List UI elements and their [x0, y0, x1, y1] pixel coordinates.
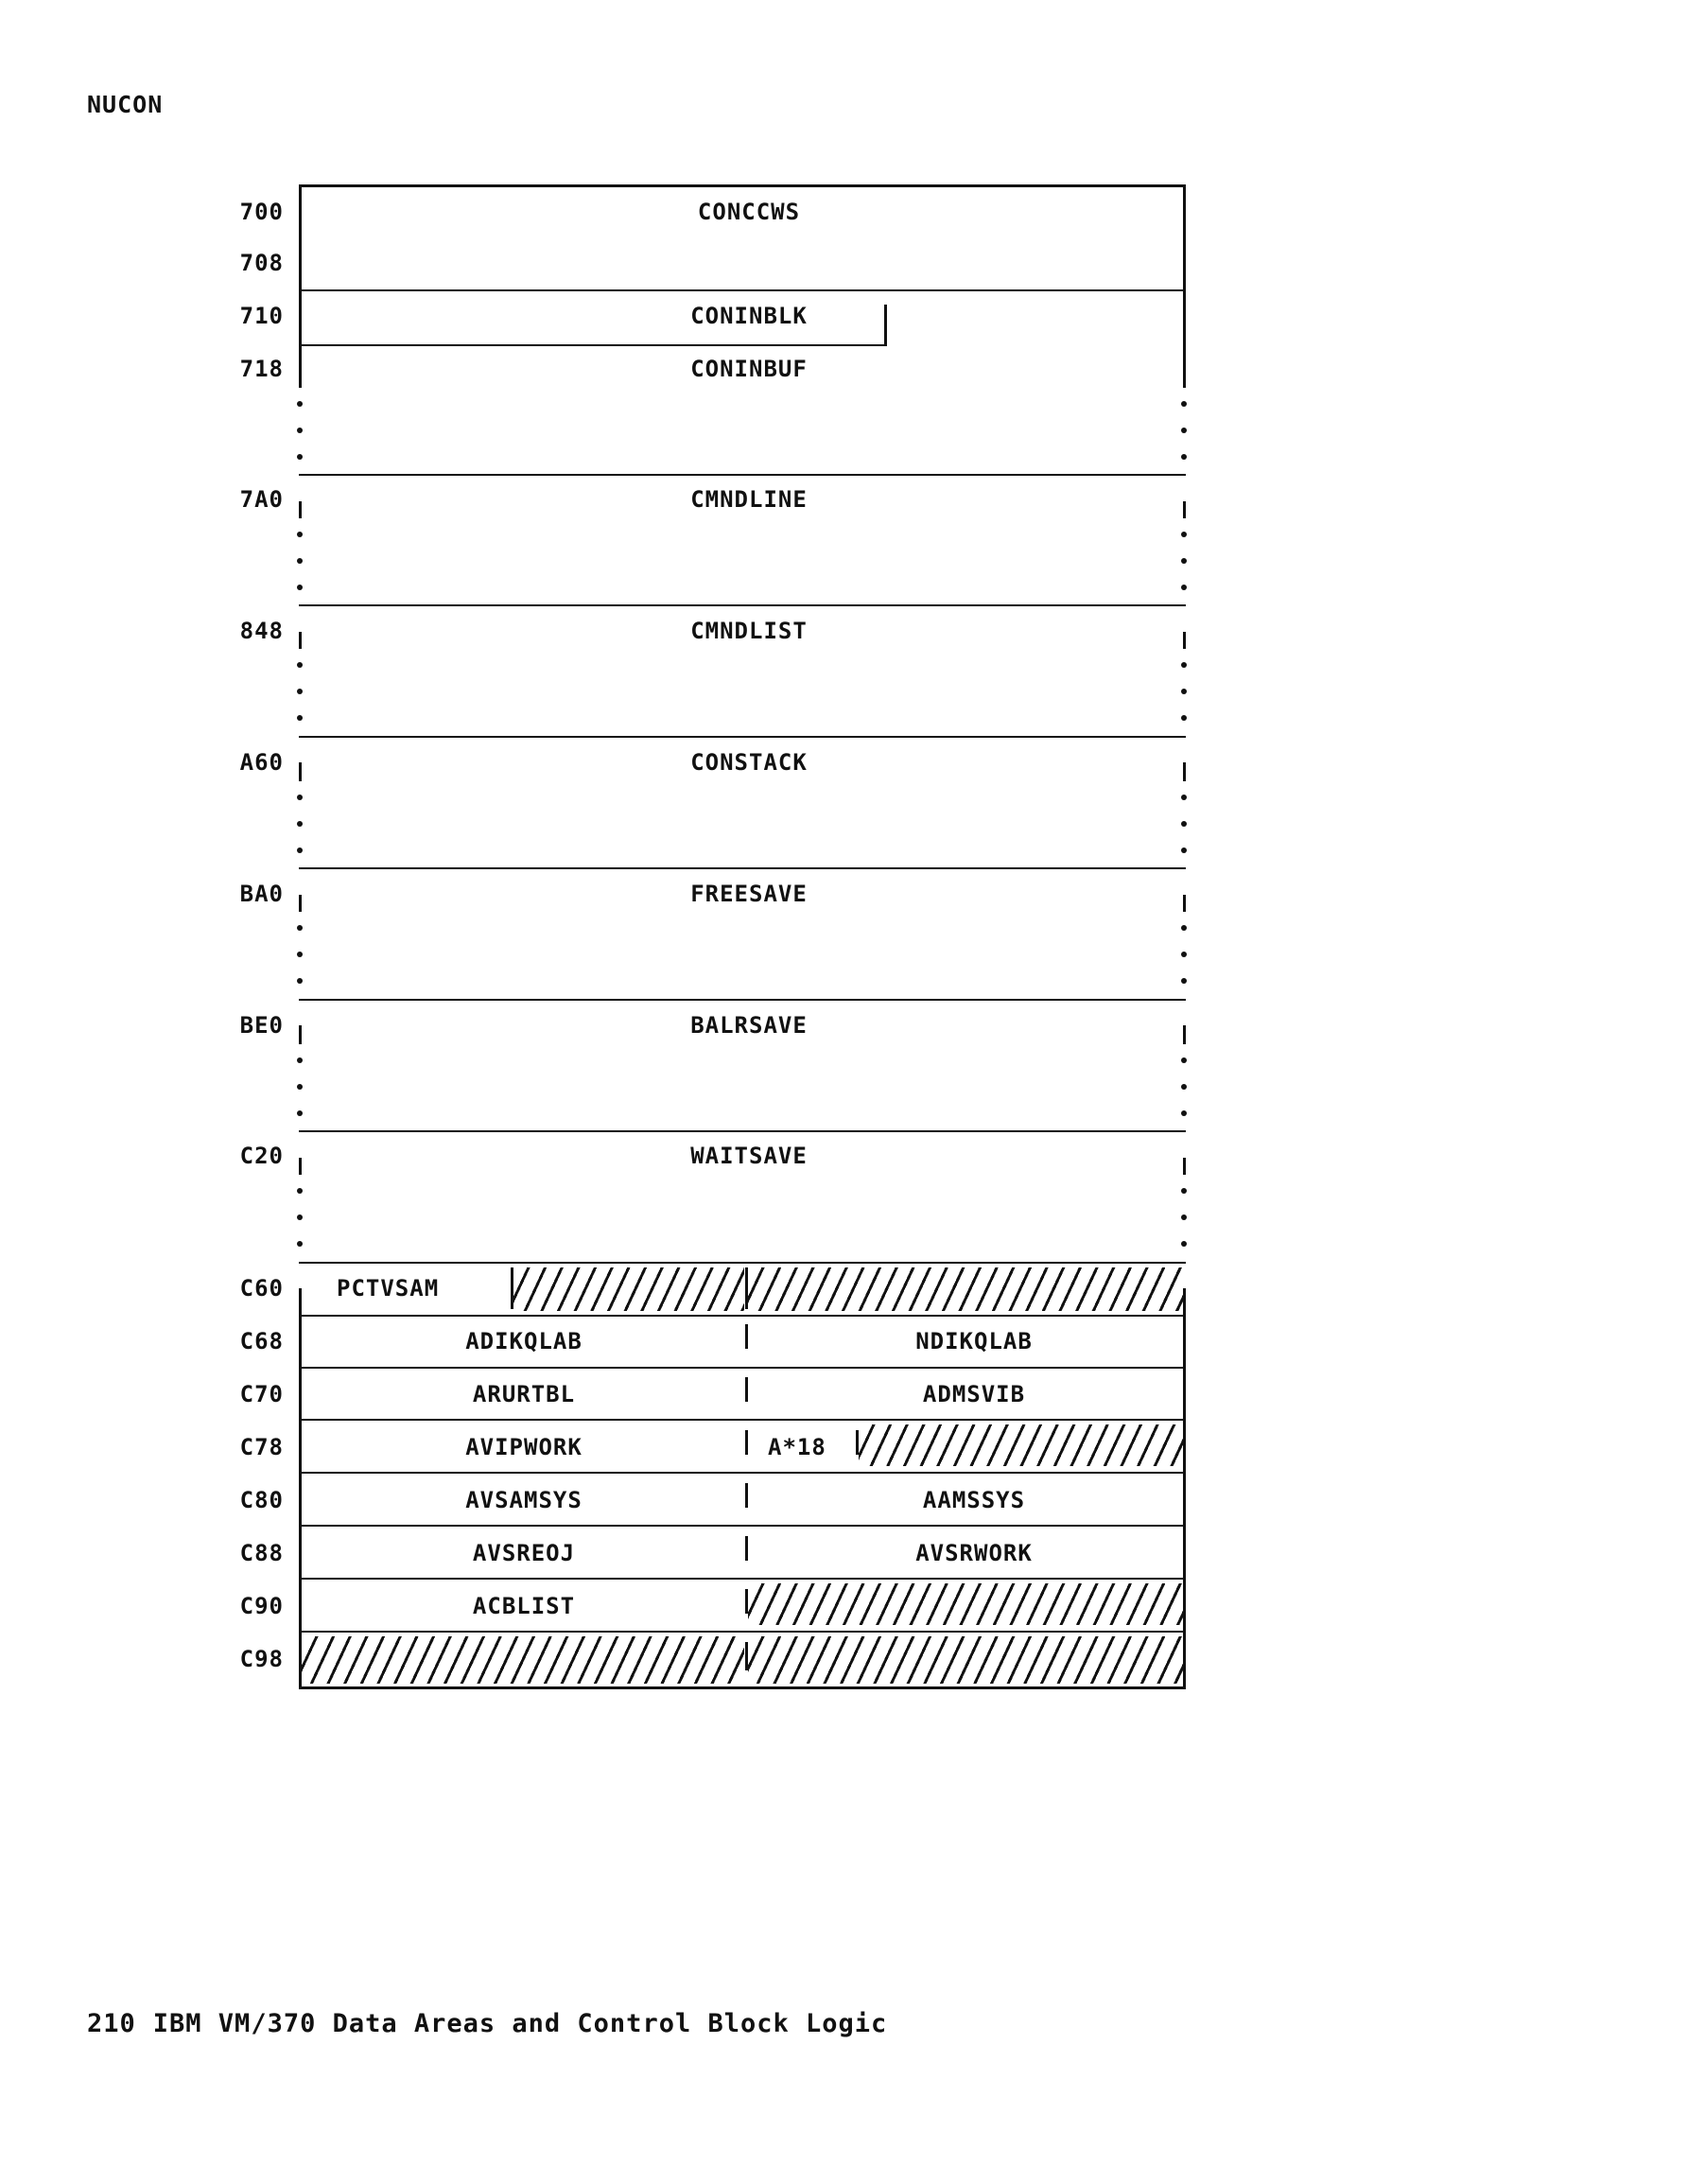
field-name: CONSTACK — [690, 749, 808, 776]
continuation-dot — [1181, 925, 1187, 931]
reserved-hatch — [748, 1583, 1183, 1625]
offset-label: C20 — [239, 1143, 284, 1169]
continuation-dot — [297, 1057, 303, 1063]
continuation-dot — [297, 1188, 303, 1194]
offset-label: BA0 — [239, 881, 284, 907]
continuation-dot — [297, 1084, 303, 1090]
reserved-hatch — [748, 1267, 1183, 1311]
continuation-dot — [1181, 1241, 1187, 1247]
page-number: 210 — [87, 2009, 136, 2038]
field-name: FREESAVE — [690, 881, 808, 907]
continuation-dot — [297, 1214, 303, 1220]
offset-label: C80 — [239, 1487, 284, 1513]
field-divider — [884, 305, 887, 346]
continuation-dot — [1181, 558, 1187, 564]
field-name: AVSAMSYS — [465, 1487, 583, 1513]
field-divider — [745, 1377, 748, 1402]
field-name: CONINBUF — [690, 356, 808, 382]
row-separator — [299, 1472, 1186, 1474]
continuation-dot — [297, 662, 303, 668]
row-separator — [299, 1315, 1186, 1317]
field-name: ACBLIST — [472, 1593, 576, 1619]
reserved-hatch — [859, 1424, 1183, 1466]
row-separator — [299, 1130, 1186, 1132]
field-name: CONINBLK — [690, 303, 808, 329]
field-divider — [745, 1536, 748, 1561]
row-separator — [299, 1262, 1186, 1264]
row-separator — [299, 867, 1186, 869]
continuation-dot — [1181, 795, 1187, 800]
field-name: CMNDLIST — [690, 618, 808, 644]
row-separator — [299, 289, 1186, 291]
continuation-dot — [297, 689, 303, 694]
continuation-dot — [297, 978, 303, 984]
continuation-dot — [297, 532, 303, 537]
continuation-dot — [1181, 428, 1187, 433]
row-separator — [299, 999, 1186, 1001]
field-name: ADIKQLAB — [465, 1328, 583, 1354]
document-title: IBM VM/370 Data Areas and Control Block Logic — [152, 2009, 888, 2038]
offset-label: 7A0 — [239, 486, 284, 513]
row-separator — [299, 1367, 1186, 1369]
row-separator — [299, 1419, 1186, 1421]
field-name: ADMSVIB — [922, 1381, 1026, 1407]
reserved-hatch — [302, 1636, 744, 1684]
offset-label: BE0 — [239, 1012, 284, 1039]
row-separator — [299, 604, 1186, 606]
field-name: BALRSAVE — [690, 1012, 808, 1039]
field-name: AVSRWORK — [915, 1540, 1033, 1566]
continuation-dot — [1181, 1084, 1187, 1090]
continuation-dot — [1181, 1110, 1187, 1116]
row-separator — [299, 474, 1186, 476]
field-name: AVSREOJ — [472, 1540, 576, 1566]
row-separator — [299, 736, 1186, 738]
continuation-dot — [1181, 689, 1187, 694]
offset-label: C60 — [239, 1275, 284, 1302]
continuation-dot — [297, 925, 303, 931]
continuation-dot — [1181, 715, 1187, 721]
offset-label: C90 — [239, 1593, 284, 1619]
continuation-dot — [297, 795, 303, 800]
continuation-dot — [1181, 1214, 1187, 1220]
field-name: A*18 — [768, 1434, 826, 1460]
row-separator — [299, 1631, 1186, 1633]
field-divider — [745, 1324, 748, 1349]
offset-label: 708 — [239, 250, 284, 276]
continuation-dot — [1181, 1188, 1187, 1194]
offset-label: 718 — [239, 356, 284, 382]
continuation-dot — [1181, 454, 1187, 460]
field-name: AVIPWORK — [465, 1434, 583, 1460]
offset-label: C88 — [239, 1540, 284, 1566]
continuation-dot — [297, 952, 303, 957]
row-separator — [299, 1525, 1186, 1527]
row-separator — [299, 344, 887, 346]
offset-label: A60 — [239, 749, 284, 776]
offset-label: C78 — [239, 1434, 284, 1460]
offset-label: 848 — [239, 618, 284, 644]
continuation-dot — [297, 847, 303, 853]
offset-label: C68 — [239, 1328, 284, 1354]
reserved-hatch — [513, 1267, 744, 1311]
field-name: WAITSAVE — [690, 1143, 808, 1169]
field-name: CONCCWS — [697, 199, 801, 225]
field-name: ARURTBL — [472, 1381, 576, 1407]
offset-label: 700 — [239, 199, 284, 225]
continuation-dot — [297, 558, 303, 564]
continuation-dot — [1181, 532, 1187, 537]
continuation-dot — [1181, 821, 1187, 827]
continuation-dot — [297, 821, 303, 827]
row-separator — [299, 1578, 1186, 1580]
field-name: AAMSSYS — [922, 1487, 1026, 1513]
continuation-dot — [297, 715, 303, 721]
continuation-dot — [297, 1110, 303, 1116]
page-footer — [87, 2009, 904, 2038]
continuation-dot — [1181, 662, 1187, 668]
continuation-dot — [1181, 1057, 1187, 1063]
continuation-dot — [1181, 978, 1187, 984]
offset-label: C98 — [239, 1646, 284, 1672]
field-name: PCTVSAM — [337, 1275, 440, 1302]
continuation-dot — [1181, 585, 1187, 590]
continuation-dot — [1181, 847, 1187, 853]
continuation-dot — [297, 428, 303, 433]
page-header: NUCON — [87, 91, 164, 118]
field-divider — [745, 1430, 748, 1455]
continuation-dot — [297, 1241, 303, 1247]
field-name: NDIKQLAB — [915, 1328, 1033, 1354]
field-name: CMNDLINE — [690, 486, 808, 513]
reserved-hatch — [748, 1636, 1183, 1684]
continuation-dot — [1181, 401, 1187, 407]
continuation-dot — [1181, 952, 1187, 957]
continuation-dot — [297, 401, 303, 407]
continuation-dot — [297, 585, 303, 590]
offset-label: C70 — [239, 1381, 284, 1407]
offset-label: 710 — [239, 303, 284, 329]
continuation-dot — [297, 454, 303, 460]
field-divider — [745, 1483, 748, 1508]
